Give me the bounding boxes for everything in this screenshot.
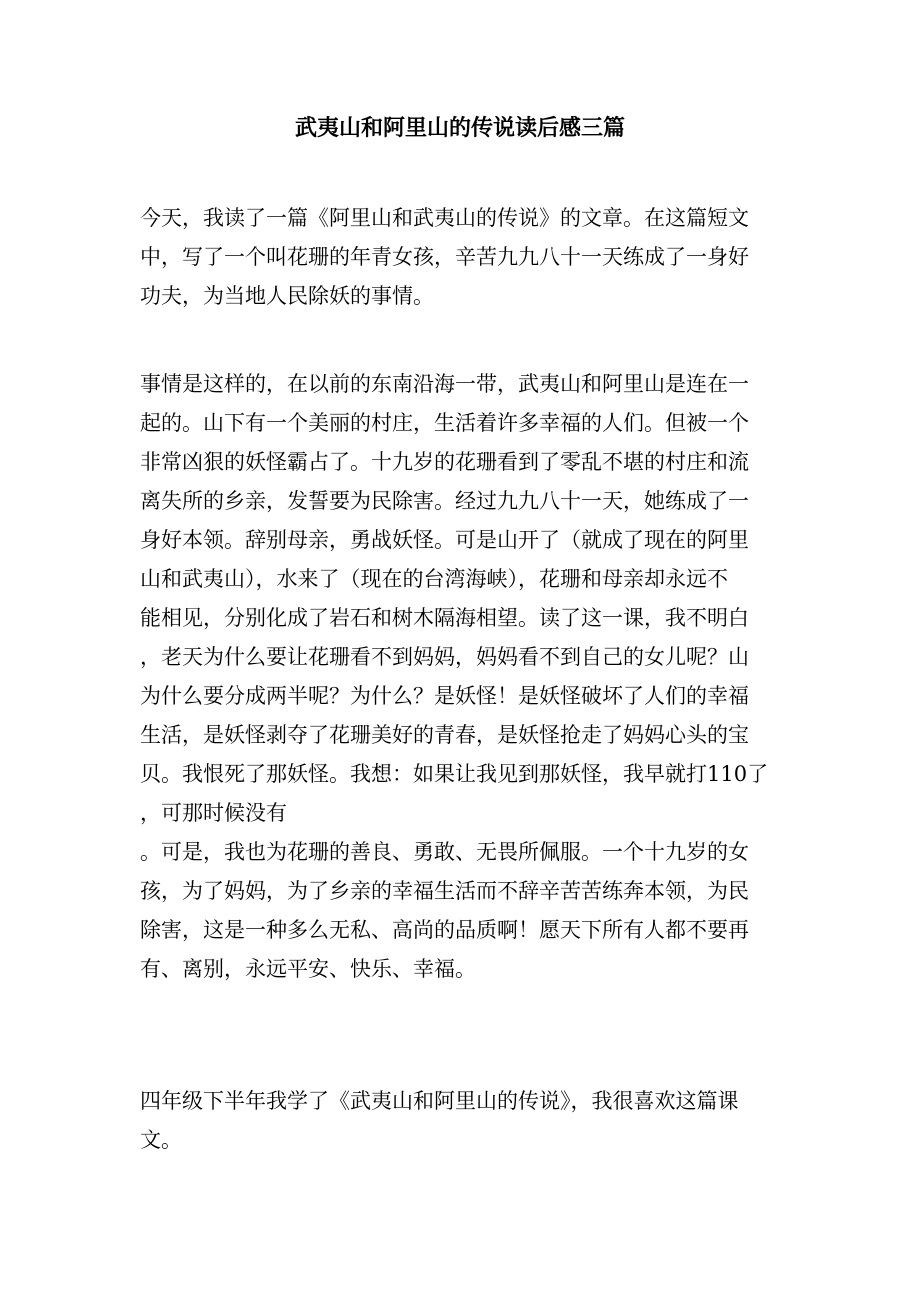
text-line: ，可那时候没有 [140, 801, 287, 825]
text-line: ，老天为什么要让花珊看不到妈妈，妈妈看不到自己的女儿呢？山 [140, 645, 749, 669]
paragraph-3 [140, 1082, 780, 1160]
text-line: 起的。山下有一个美丽的村庄，生活着许多幸福的人们。但被一个 [140, 411, 749, 435]
text-line: 。可是，我也为花珊的善良、勇敢、无畏所佩服。一个十九岁的女 [140, 840, 749, 864]
document-title: 武夷山和阿里山的传说读后感三篇 [294, 115, 625, 141]
text-line: 中，写了一个叫花珊的年青女孩，辛苦九九八十一天练成了一身好 [140, 245, 749, 269]
text-line: 山和武夷山），水来了（现在的台湾海峡），花珊和母亲却永远不 [140, 567, 728, 591]
text-line: 离失所的乡亲，发誓要为民除害。经过九九八十一天，她练成了一 [140, 489, 749, 513]
text-line: 功夫，为当地人民除妖的事情。 [140, 284, 434, 308]
paragraph-1 [140, 199, 780, 316]
text-line: 非常凶狠的妖怪霸占了。十九岁的花珊看到了零乱不堪的村庄和流 [140, 450, 749, 474]
paragraph-2 [140, 365, 780, 989]
text-line: 能相见，分别化成了岩石和树木隔海相望。读了这一课，我不明白 [140, 606, 749, 630]
text-line: 事情是这样的，在以前的东南沿海一带，武夷山和阿里山是连在一 [140, 372, 749, 396]
text-line: 贝。我恨死了那妖怪。我想：如果让我见到那妖怪，我早就打110了 [140, 762, 769, 786]
text-line: 除害，这是一种多么无私、高尚的品质啊！愿天下所有人都不要再 [140, 918, 749, 942]
text-line: 生活，是妖怪剥夺了花珊美好的青春，是妖怪抢走了妈妈心头的宝 [140, 723, 749, 747]
text-line: 四年级下半年我学了《武夷山和阿里山的传说》，我很喜欢这篇课 [140, 1089, 739, 1113]
text-line: 为什么要分成两半呢？为什么？是妖怪！是妖怪破坏了人们的幸福 [140, 684, 749, 708]
text-line: 文。 [140, 1128, 182, 1152]
text-line: 今天，我读了一篇《阿里山和武夷山的传说》的文章。在这篇短文 [140, 206, 749, 230]
text-line: 身好本领。辞别母亲，勇战妖怪。可是山开了（就成了现在的阿里 [140, 528, 749, 552]
text-line: 孩，为了妈妈，为了乡亲的幸福生活而不辞辛苦苦练奔本领，为民 [140, 879, 749, 903]
text-line: 有、离别，永远平安、快乐、幸福。 [140, 957, 476, 981]
